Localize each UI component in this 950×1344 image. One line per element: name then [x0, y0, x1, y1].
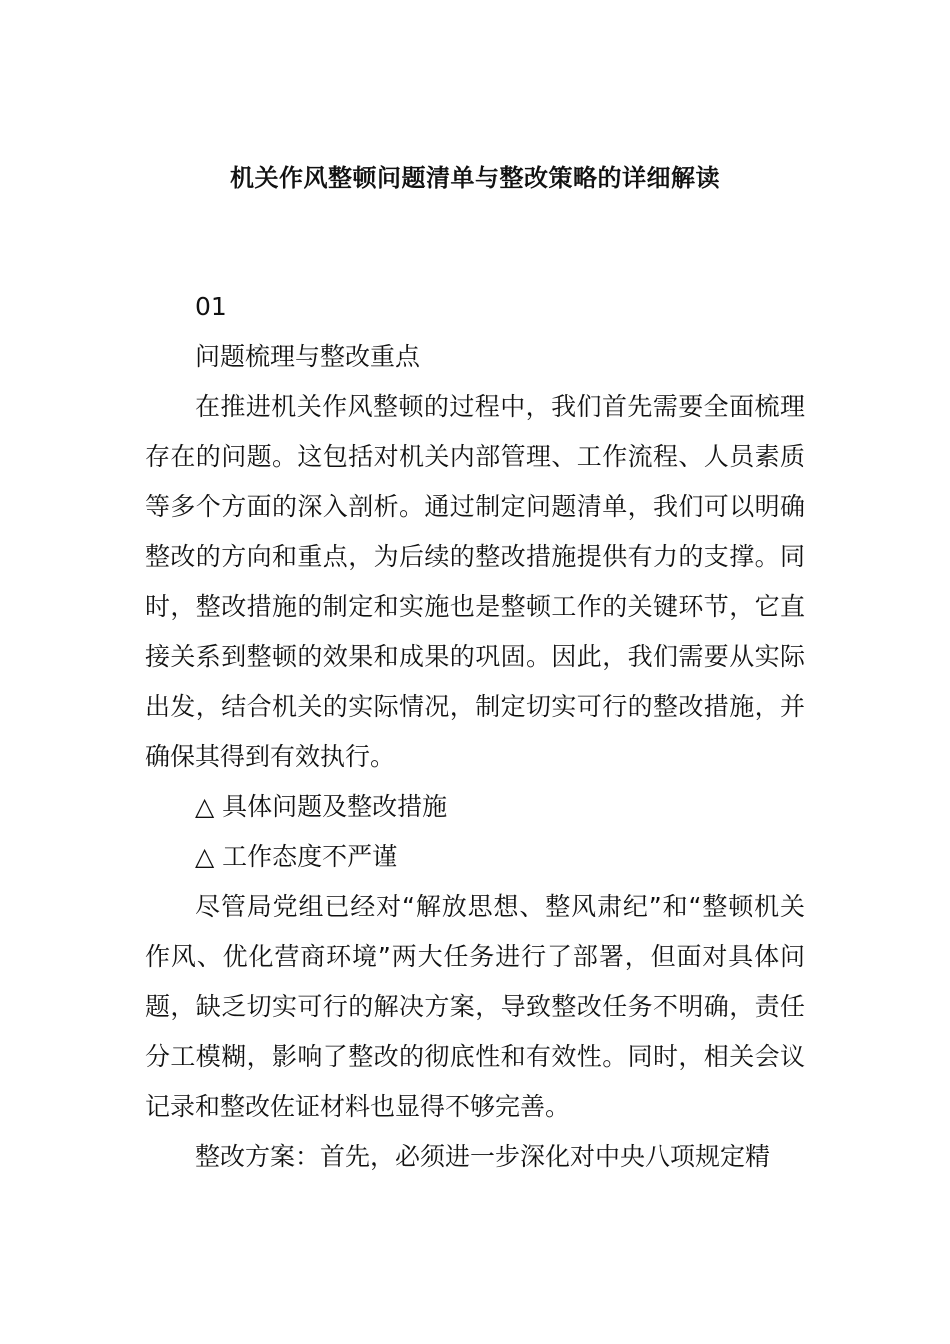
- paragraph: 整改方案：首先，必须进一步深化对中央八项规定精: [195, 1142, 771, 1171]
- paragraph: 尽管局党组已经对“解放思想、整风肃纪”和“整顿机关作风、优化营商环境”两大任务进行了部署，但面对具体问题，缺乏切实可行的解决方案，导致整改任务不明确，责任分工模糊，影响了整改的彻底性和有效性。同时，相关会议记录和整改佐证材料也显得不够完善。: [145, 892, 805, 1121]
- paragraph: 在推进机关作风整顿的过程中，我们首先需要全面梳理存在的问题。这包括对机关内部管理、工作流程、人员素质等多个方面的深入剖析。通过制定问题清单，我们可以明确整改的方向和重点，为后续的整改措施提供有力的支撑。同时，整改措施的制定和实施也是整顿工作的关键环节，它直接关系到整顿的效果和成果的巩固。因此，我们需要从实际出发，结合机关的实际情况，制定切实可行的整改措施，并确保其得到有效执行。: [145, 392, 805, 771]
- document-title: 机关作风整顿问题清单与整改策略的详细解读: [230, 164, 720, 192]
- subheading: △ 工作态度不严谨: [195, 842, 398, 871]
- section-heading: 问题梳理与整改重点: [195, 342, 421, 371]
- section-number: 01: [195, 292, 227, 321]
- subheading: △ 具体问题及整改措施: [195, 792, 448, 821]
- document-body: [145, 282, 805, 1182]
